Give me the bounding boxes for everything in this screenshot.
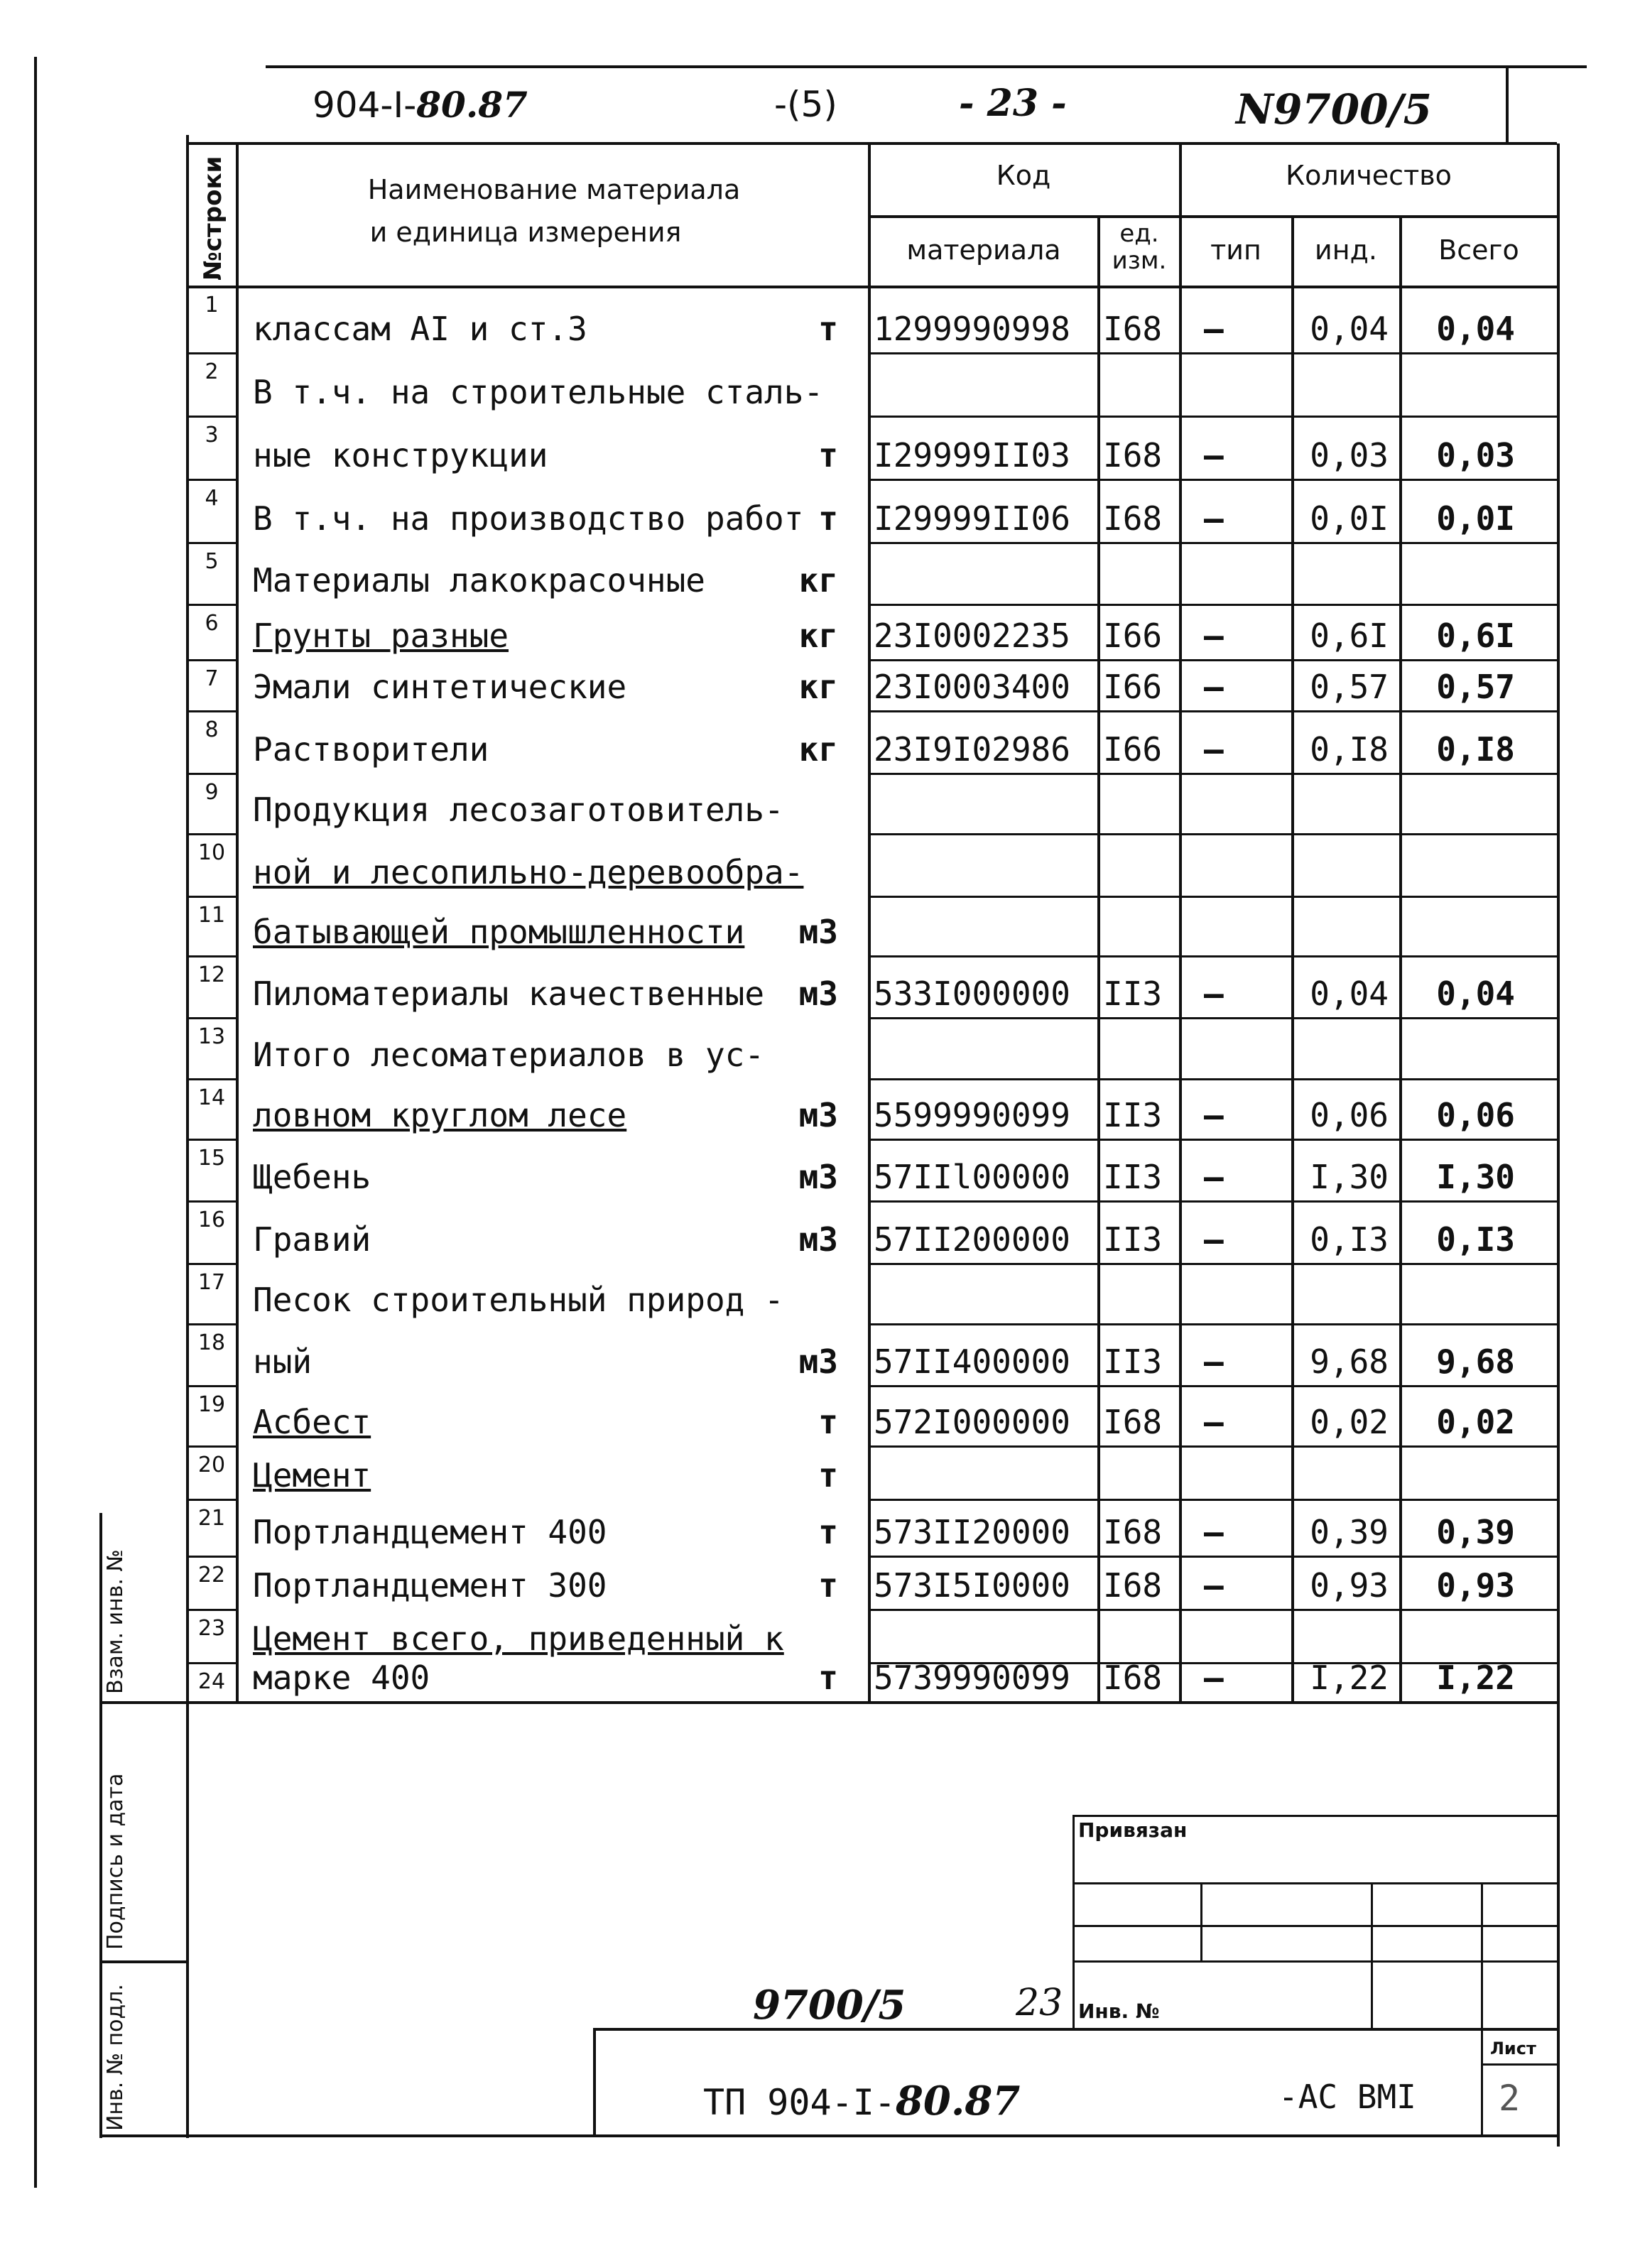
header-top-line: [266, 65, 1587, 68]
quantity-type: –: [1204, 1659, 1224, 1697]
material-name: ные конструкции: [253, 436, 548, 474]
unit-code: I68: [1103, 499, 1163, 538]
code-group-header: Код: [996, 160, 1051, 191]
col-line-rowno: [236, 142, 239, 1701]
material-unit: т: [818, 499, 838, 538]
row-separator-values: [868, 710, 1557, 712]
quantity-individual: 0,03: [1310, 436, 1389, 474]
quantity-individual: 0,04: [1310, 310, 1389, 348]
table-top-line: [186, 142, 1557, 145]
document-reference: N9700/5: [1236, 85, 1432, 134]
material-unit: т: [818, 310, 838, 348]
stamp-vline-3: [1371, 1882, 1373, 2028]
row-separator: [186, 1662, 236, 1664]
quantity-total: 0,03: [1436, 436, 1515, 474]
row-number: 1: [205, 293, 219, 318]
stamp-line-2: [1072, 1882, 1557, 1884]
unit-code: II3: [1103, 1096, 1163, 1134]
row-separator-values: [868, 352, 1557, 354]
frame-left-line: [186, 135, 189, 2138]
material-name: Пиломатериалы качественные: [253, 975, 765, 1013]
material-name: Растворители: [253, 730, 489, 769]
quantity-individual: 0,02: [1310, 1403, 1389, 1441]
material-name: Песок строительный природ -: [253, 1281, 784, 1319]
material-unit: кг: [798, 561, 838, 599]
quantity-total: 0,04: [1436, 310, 1515, 348]
stamp-title-prefix: ТП 904-I-: [703, 2082, 896, 2123]
material-unit: м3: [798, 1220, 838, 1259]
quantity-individual: 0,0I: [1310, 499, 1389, 538]
row-number: 5: [205, 549, 219, 574]
row-separator: [186, 1445, 236, 1448]
quantity-type: –: [1204, 1342, 1224, 1381]
material-unit: т: [818, 1456, 838, 1494]
side-label-inv-podl: Инв. № подл.: [103, 1984, 128, 2131]
quantity-individual: 0,I3: [1310, 1220, 1389, 1259]
material-unit: т: [818, 1659, 838, 1697]
col-line-qty: [1179, 142, 1182, 1701]
material-unit: кг: [798, 668, 838, 706]
side-column-top-line: [99, 1701, 188, 1704]
row-separator: [186, 1556, 236, 1558]
unit-code: I68: [1103, 310, 1163, 348]
material-name: Итого лесоматериалов в ус-: [253, 1036, 765, 1074]
material-code: 23I9I02986: [874, 730, 1070, 769]
quantity-total: 0,39: [1436, 1513, 1515, 1551]
stamp-line-5: [593, 2028, 1557, 2031]
row-number: 3: [205, 423, 219, 447]
quantity-individual: 0,I8: [1310, 730, 1389, 769]
row-separator-values: [868, 1323, 1557, 1325]
quantity-type: –: [1204, 668, 1224, 706]
row-number: 16: [197, 1208, 226, 1232]
quantity-type: –: [1204, 617, 1224, 655]
row-separator-values: [868, 416, 1557, 418]
unit-code: I68: [1103, 1403, 1163, 1441]
material-unit: т: [818, 1403, 838, 1441]
header-right-line: [1506, 65, 1509, 143]
quantity-individual: 0,39: [1310, 1513, 1389, 1551]
quantity-type: –: [1204, 1158, 1224, 1196]
stamp-title-code: -АС ВМI: [1278, 2078, 1416, 2116]
stamp-title: [703, 2078, 1020, 2125]
material-code: 573I5I0000: [874, 1566, 1070, 1605]
unit-code: II3: [1103, 1158, 1163, 1196]
row-separator-values: [868, 479, 1557, 481]
row-number: 10: [197, 840, 226, 865]
material-code: 573II20000: [874, 1513, 1070, 1551]
material-name: Цемент: [253, 1456, 371, 1494]
material-name: марке 400: [253, 1659, 430, 1697]
quantity-type: –: [1204, 1513, 1224, 1551]
quantity-type: –: [1204, 1566, 1224, 1605]
material-name: ловном круглом лесе: [253, 1096, 627, 1134]
quantity-type: –: [1204, 499, 1224, 538]
row-number: 23: [197, 1616, 226, 1641]
row-number: 18: [197, 1330, 226, 1355]
unit-code: I66: [1103, 617, 1163, 655]
quantity-type-header: тип: [1210, 234, 1261, 266]
material-name: Асбест: [253, 1403, 371, 1441]
quantity-type: –: [1204, 975, 1224, 1013]
row-separator: [186, 604, 236, 606]
material-unit: м3: [798, 975, 838, 1013]
row-number: 11: [197, 903, 226, 928]
quantity-type: –: [1204, 1403, 1224, 1441]
row-separator-values: [868, 1078, 1557, 1080]
quantity-individual: 9,68: [1310, 1342, 1389, 1381]
stamp-handwritten-page: 23: [1016, 1982, 1063, 2024]
quantity-total: 0,I8: [1436, 730, 1515, 769]
row-separator: [186, 1499, 236, 1501]
quantity-individual: 0,04: [1310, 975, 1389, 1013]
row-separator-values: [868, 1017, 1557, 1019]
stamp-vline-4: [1481, 1882, 1483, 2134]
unit-code: II3: [1103, 975, 1163, 1013]
material-unit: м3: [798, 1158, 838, 1196]
row-separator: [186, 1609, 236, 1611]
row-number: 21: [197, 1506, 226, 1531]
stamp-sheet-number: 2: [1499, 2078, 1521, 2119]
quantity-individual: 0,93: [1310, 1566, 1389, 1605]
row-number: 14: [197, 1085, 226, 1110]
quantity-individual: I,22: [1310, 1659, 1389, 1697]
material-code: 5599990099: [874, 1096, 1070, 1134]
stamp-vline-5: [593, 2028, 596, 2134]
row-separator: [186, 896, 236, 898]
material-name: Цемент всего, приведенный к: [253, 1619, 784, 1658]
stamp-line-1: [1072, 1815, 1557, 1817]
quantity-total: 0,6I: [1436, 617, 1515, 655]
material-name: классам АI и ст.3: [253, 310, 587, 348]
material-name: ной и лесопильно-деревообра-: [253, 853, 804, 891]
unit-code: I68: [1103, 1659, 1163, 1697]
col-line-code: [868, 142, 871, 1701]
material-code: 5739990099: [874, 1659, 1070, 1697]
unit-code: I68: [1103, 436, 1163, 474]
row-number: 15: [197, 1146, 226, 1171]
left-margin-line: [34, 57, 37, 2188]
stamp-line-3: [1072, 1925, 1557, 1927]
stamp-handwritten-number: 9700/5: [753, 1982, 906, 2029]
material-unit: т: [818, 436, 838, 474]
material-name: ный: [253, 1342, 313, 1381]
quantity-total: 0,04: [1436, 975, 1515, 1013]
quantity-ind-header: инд.: [1315, 234, 1377, 266]
material-unit: кг: [798, 730, 838, 769]
row-separator-values: [868, 955, 1557, 957]
material-code: 57II400000: [874, 1342, 1070, 1381]
quantity-total: 0,57: [1436, 668, 1515, 706]
material-unit: м3: [798, 913, 838, 951]
row-separator: [186, 479, 236, 481]
quantity-individual: 0,06: [1310, 1096, 1389, 1134]
row-number: 9: [205, 780, 219, 805]
row-separator-values: [868, 1445, 1557, 1448]
unit-code: II3: [1103, 1342, 1163, 1381]
quantity-total: 0,02: [1436, 1403, 1515, 1441]
quantity-type: –: [1204, 436, 1224, 474]
material-code: I29999II03: [874, 436, 1070, 474]
row-separator: [186, 416, 236, 418]
material-code: I29999II06: [874, 499, 1070, 538]
row-number: 7: [205, 666, 219, 691]
material-name: Продукция лесозаготовитель-: [253, 791, 784, 829]
material-name: Грунты разные: [253, 617, 509, 655]
side-column-left-line: [99, 1513, 102, 2138]
material-name: В т.ч. на производство работ: [253, 499, 804, 538]
unit-code: I66: [1103, 668, 1163, 706]
material-code: 572I000000: [874, 1403, 1070, 1441]
document-number: [313, 84, 528, 126]
material-unit: т: [818, 1513, 838, 1551]
material-code: 533I000000: [874, 975, 1070, 1013]
quantity-total: 0,0I: [1436, 499, 1515, 538]
code-unit-header-line2: изм.: [1112, 246, 1167, 275]
quantity-type: –: [1204, 310, 1224, 348]
stamp-inv-no: Инв. №: [1078, 2000, 1160, 2023]
material-name: Портландцемент 400: [253, 1513, 607, 1551]
side-label-vzam-inv: Взам. инв. №: [103, 1549, 128, 1694]
code-unit-header-line1: ед.: [1119, 219, 1159, 248]
col-line-ind: [1399, 215, 1402, 1701]
quantity-total: I,22: [1436, 1659, 1515, 1697]
material-code: 23I0002235: [874, 617, 1070, 655]
code-unit-header: [1100, 220, 1178, 274]
material-name: Эмали синтетические: [253, 668, 627, 706]
row-separator: [186, 1701, 236, 1703]
document-number-prefix: 904-I-: [313, 85, 417, 126]
stamp-line-6: [1481, 2063, 1557, 2066]
quantity-total: 0,93: [1436, 1566, 1515, 1605]
row-separator: [186, 1017, 236, 1019]
row-separator-values: [868, 1701, 1557, 1703]
stamp-vline-1: [1072, 1815, 1075, 2028]
unit-code: I66: [1103, 730, 1163, 769]
row-number: 6: [205, 611, 219, 636]
material-code: 1299990998: [874, 310, 1070, 348]
side-label-podpis-data: Подпись и дата: [103, 1773, 128, 1950]
row-separator-values: [868, 896, 1557, 898]
row-number: 4: [205, 486, 219, 511]
quantity-individual: 0,57: [1310, 668, 1389, 706]
stamp-vline-2: [1200, 1882, 1202, 1960]
unit-code: I68: [1103, 1513, 1163, 1551]
material-name: Гравий: [253, 1220, 371, 1259]
document-part: -(5): [774, 84, 837, 125]
quantity-individual: I,30: [1310, 1158, 1389, 1196]
unit-code: II3: [1103, 1220, 1163, 1259]
row-number: 12: [197, 962, 226, 987]
row-number: 24: [197, 1669, 226, 1694]
row-separator-values: [868, 1499, 1557, 1501]
stamp-title-handwritten: 80.87: [895, 2078, 1021, 2125]
row-separator: [186, 1385, 236, 1387]
row-separator-values: [868, 773, 1557, 775]
row-number: 20: [197, 1453, 226, 1477]
stamp-privyazan: Привязан: [1078, 1818, 1188, 1842]
row-separator: [186, 1263, 236, 1265]
quantity-type: –: [1204, 730, 1224, 769]
frame-right-line: [1557, 143, 1560, 2147]
material-code: 23I0003400: [874, 668, 1070, 706]
document-number-handwritten: 80.87: [416, 84, 528, 126]
material-name: В т.ч. на строительные сталь-: [253, 373, 824, 411]
row-separator: [186, 542, 236, 544]
material-code: 57II200000: [874, 1220, 1070, 1259]
quantity-group-header: Количество: [1286, 160, 1452, 191]
material-unit: кг: [798, 617, 838, 655]
name-header-line2: и единица измерения: [369, 217, 682, 248]
quantity-type: –: [1204, 1220, 1224, 1259]
quantity-total: 0,06: [1436, 1096, 1515, 1134]
code-material-header: материала: [906, 234, 1061, 266]
quantity-total: 0,I3: [1436, 1220, 1515, 1259]
row-separator-values: [868, 1556, 1557, 1558]
name-header-line1: Наименование материала: [367, 174, 741, 205]
row-separator-values: [868, 542, 1557, 544]
row-number: 22: [197, 1563, 226, 1588]
quantity-type: –: [1204, 1096, 1224, 1134]
row-number: 8: [205, 717, 219, 742]
material-unit: т: [818, 1566, 838, 1605]
row-separator-values: [868, 659, 1557, 661]
row-separator: [186, 1323, 236, 1325]
row-number: 19: [197, 1392, 226, 1417]
row-number-header: №строки: [199, 156, 227, 281]
row-separator: [186, 773, 236, 775]
row-separator: [186, 710, 236, 712]
quantity-individual: 0,6I: [1310, 617, 1389, 655]
material-name: батывающей промышленности: [253, 913, 745, 951]
table-header-bottom-line: [186, 286, 1557, 288]
row-separator-values: [868, 1385, 1557, 1387]
quantity-total: 9,68: [1436, 1342, 1515, 1381]
material-unit: м3: [798, 1096, 838, 1134]
unit-code: I68: [1103, 1566, 1163, 1605]
material-code: 57IIl00000: [874, 1158, 1070, 1196]
material-unit: м3: [798, 1342, 838, 1381]
row-separator: [186, 1200, 236, 1203]
side-column-mid-line: [99, 1960, 188, 1963]
material-name: Материалы лакокрасочные: [253, 561, 705, 599]
row-separator: [186, 1139, 236, 1141]
row-number: 2: [205, 359, 219, 384]
row-separator-values: [868, 833, 1557, 835]
row-separator-values: [868, 1139, 1557, 1141]
col-line-unit: [1097, 215, 1100, 1701]
quantity-total: I,30: [1436, 1158, 1515, 1196]
row-separator-values: [868, 1200, 1557, 1203]
row-number: 13: [197, 1024, 226, 1049]
row-separator: [186, 659, 236, 661]
row-separator: [186, 833, 236, 835]
row-separator: [186, 352, 236, 354]
row-separator: [186, 955, 236, 957]
table-subheader-line: [868, 215, 1557, 218]
frame-bottom-line: [99, 2134, 1560, 2137]
row-separator-values: [868, 604, 1557, 606]
row-separator-values: [868, 1263, 1557, 1265]
row-separator: [186, 1078, 236, 1080]
material-name: Портландцемент 300: [253, 1566, 607, 1605]
page-number: - 23 -: [959, 82, 1067, 125]
quantity-total-header: Всего: [1438, 234, 1519, 266]
stamp-line-4: [1072, 1960, 1557, 1963]
row-separator-values: [868, 1609, 1557, 1611]
material-name: Щебень: [253, 1158, 371, 1196]
stamp-list-label: Лист: [1490, 2039, 1536, 2058]
row-number: 17: [197, 1270, 226, 1295]
